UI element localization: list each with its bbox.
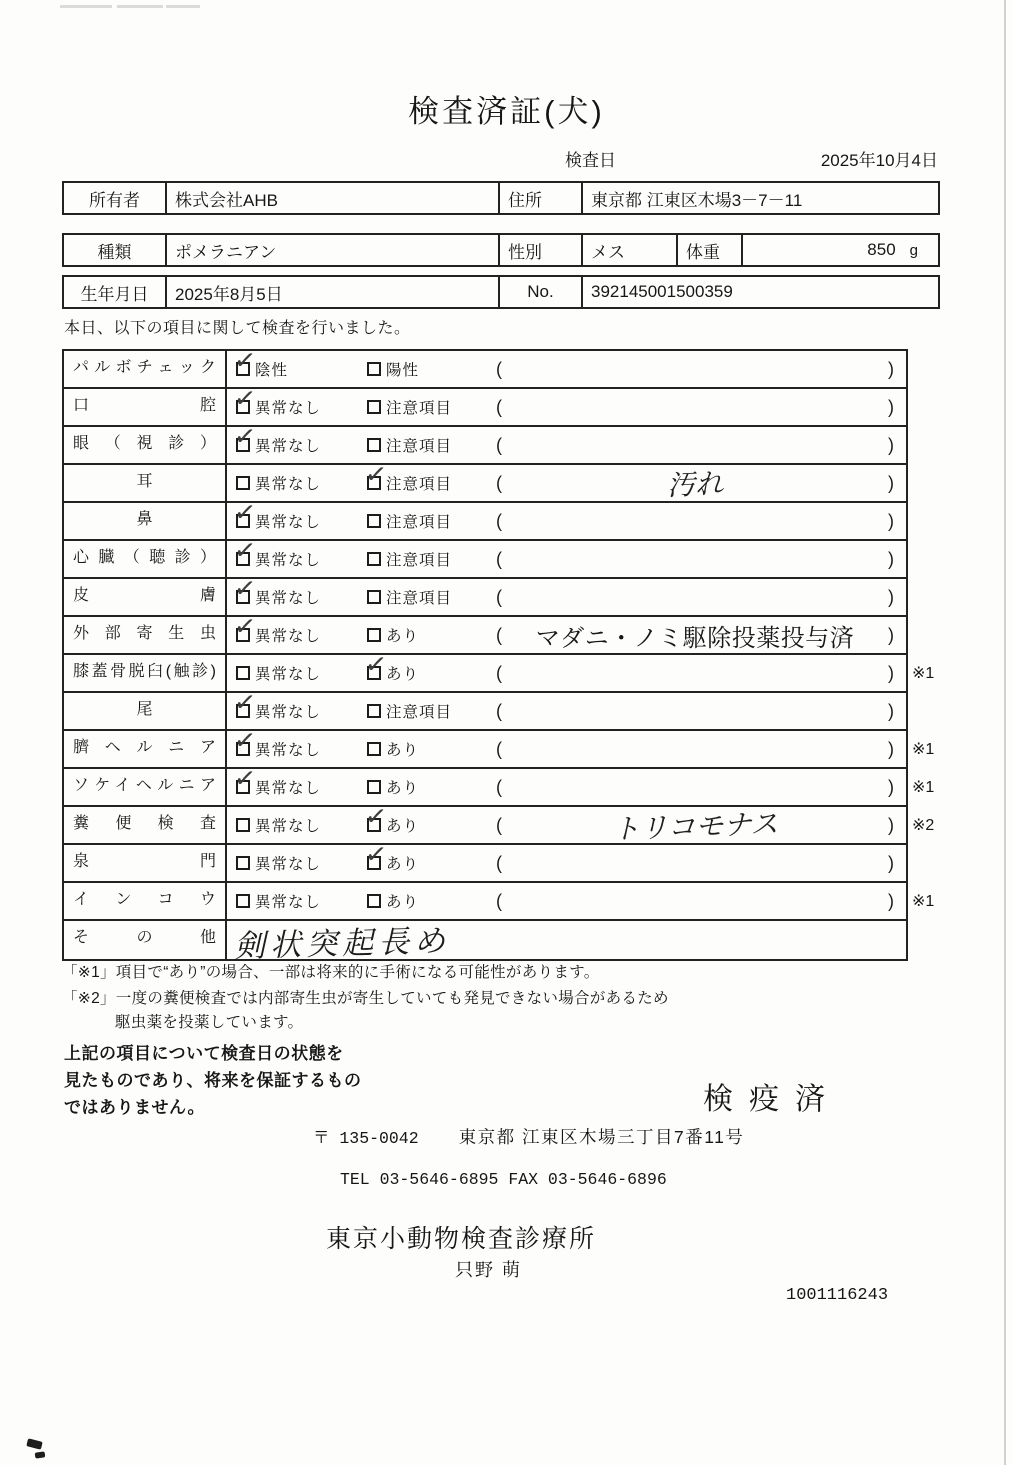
checkbox xyxy=(236,818,250,832)
weight-label: 体重 xyxy=(676,235,741,265)
paren-close: ) xyxy=(888,700,894,721)
veterinarian-name: 只野 萌 xyxy=(455,1260,523,1280)
check-mark-icon: ✓ xyxy=(232,686,258,720)
paren-close: ) xyxy=(888,776,894,797)
owner-address-value: 東京都 江東区木場3－7－11 xyxy=(581,183,938,213)
inspection-item-label: ソケイヘルニア xyxy=(64,769,227,805)
scan-artifact xyxy=(26,1438,42,1449)
checkbox-label: 注意項目 xyxy=(386,552,453,569)
inspection-date-value: 2025年10月4日 xyxy=(820,151,938,170)
inspection-row xyxy=(64,344,906,389)
paren-open: ( xyxy=(496,472,502,493)
paren-close: ) xyxy=(888,662,894,683)
scan-edge-line xyxy=(1004,0,1006,1465)
inspection-row-content xyxy=(227,648,906,691)
checkbox xyxy=(367,704,381,718)
footnote-mark: ※1 xyxy=(912,893,935,910)
paren-close: ) xyxy=(888,814,894,835)
clinic-postal-code: 〒 135-0042 xyxy=(313,1129,419,1148)
paren-close: ) xyxy=(888,510,894,531)
checkbox-option xyxy=(367,776,496,798)
checkbox xyxy=(236,894,250,908)
scan-artifact xyxy=(60,5,112,8)
check-mark-icon: ✓ xyxy=(232,610,258,644)
checkbox xyxy=(232,572,258,606)
pet-info-table-row1 xyxy=(62,233,940,267)
paren-open: ( xyxy=(496,852,502,873)
check-mark-icon: ✓ xyxy=(232,496,258,530)
inspection-row-content xyxy=(227,344,906,387)
checkbox xyxy=(232,724,258,758)
checkbox-label: 異常なし xyxy=(255,590,322,607)
checkbox xyxy=(367,742,381,756)
checkbox-label: 異常なし xyxy=(255,742,322,759)
inspection-date-row xyxy=(565,146,938,171)
checkbox xyxy=(367,400,381,414)
inspection-row xyxy=(64,458,906,503)
inspection-item-label: 泉門 xyxy=(64,845,227,881)
footnote-mark: ※1 xyxy=(912,779,935,796)
checkbox-label: あり xyxy=(386,742,420,759)
paren-open: ( xyxy=(496,738,502,759)
inspection-row-content xyxy=(227,458,906,502)
paren-open: ( xyxy=(496,776,502,797)
paren-open: ( xyxy=(496,510,502,531)
footnote-mark: ※2 xyxy=(912,817,935,834)
checkbox-option xyxy=(367,624,496,646)
checkbox-option xyxy=(363,648,496,684)
check-mark-icon: ✓ xyxy=(232,344,258,378)
checkbox xyxy=(367,362,381,376)
paren-open: ( xyxy=(496,434,502,455)
check-mark-icon: ✓ xyxy=(232,534,258,568)
scan-artifact xyxy=(35,1451,46,1458)
checkbox-option xyxy=(232,382,367,418)
checkbox-label: 異常なし xyxy=(255,628,322,645)
inspection-row-content xyxy=(227,800,906,846)
inspection-item-label: パルボチェック xyxy=(64,351,227,387)
inspection-row xyxy=(64,610,906,655)
paren-close: ) xyxy=(888,890,894,911)
disclaimer-line: ではありません。 xyxy=(64,1098,206,1117)
check-mark-icon: ✓ xyxy=(232,724,258,758)
checkbox-option xyxy=(236,472,367,494)
checkbox xyxy=(363,838,389,872)
paren-open: ( xyxy=(496,814,502,835)
checkbox-option xyxy=(367,738,496,760)
paren-open: ( xyxy=(496,548,502,569)
handwritten-note: 剣状突起長め xyxy=(233,922,451,965)
clinic-address-line xyxy=(313,1124,744,1149)
checkbox-label: 注意項目 xyxy=(386,704,453,721)
inspection-row xyxy=(64,572,906,617)
inspection-row-content xyxy=(227,572,906,615)
paren-close: ) xyxy=(888,586,894,607)
checkbox xyxy=(367,628,381,642)
paren-close: ) xyxy=(888,472,894,493)
quarantine-passed-stamp: 検疫済 xyxy=(703,1083,841,1116)
inspection-item-label: 鼻 xyxy=(64,503,227,539)
paren-close: ) xyxy=(888,738,894,759)
checkbox-label: 異常なし xyxy=(255,400,322,417)
inspection-row-content xyxy=(227,496,906,539)
disclaimer xyxy=(64,1040,362,1121)
checkbox xyxy=(232,534,258,568)
inspection-row-content xyxy=(227,883,906,919)
checkbox xyxy=(367,552,381,566)
checkbox-option xyxy=(232,724,367,760)
checkbox-label: 陽性 xyxy=(386,362,420,379)
checkbox-label: 注意項目 xyxy=(386,400,453,417)
inspection-date-label: 検査日 xyxy=(565,151,616,170)
checkbox xyxy=(232,686,258,720)
checkbox-label: 異常なし xyxy=(255,780,322,797)
footnote-2: 「※2」一度の糞便検査では内部寄生虫が寄生していても発見できない場合があるため xyxy=(62,990,669,1007)
checkbox-label: 異常なし xyxy=(255,552,322,569)
checkbox xyxy=(236,666,250,680)
sex-value: メス xyxy=(581,235,676,265)
inspection-row-content xyxy=(227,610,906,653)
footnote-1: 「※1」項目で“あり”の場合、一部は将来的に手術になる可能性があります。 xyxy=(62,964,600,981)
inspection-row-content xyxy=(227,686,906,729)
check-mark-icon: ✓ xyxy=(232,762,258,796)
checkbox-label: あり xyxy=(386,894,420,911)
checkbox-label: 異常なし xyxy=(255,514,322,531)
inspection-row-content xyxy=(227,382,906,425)
owner-value: 株式会社AHB xyxy=(165,183,498,213)
inspection-item-label: 尾 xyxy=(64,693,227,729)
paren-open: ( xyxy=(496,396,502,417)
inspection-item-label: 眼（視診） xyxy=(64,427,227,463)
paren-open: ( xyxy=(496,700,502,721)
checkbox xyxy=(236,856,250,870)
clinic-address: 東京都 江東区木場三丁目7番11号 xyxy=(458,1127,745,1147)
inspection-row xyxy=(64,382,906,427)
checkbox-option xyxy=(236,890,367,912)
checkbox-label: 異常なし xyxy=(255,704,322,721)
checkbox-option xyxy=(367,510,496,532)
checkbox-label: 異常なし xyxy=(255,818,322,835)
paren-close: ) xyxy=(888,624,894,645)
clinic-name: 東京小動物検査診療所 xyxy=(326,1225,597,1253)
checkbox xyxy=(367,894,381,908)
checkbox-option xyxy=(367,358,496,380)
inspection-item-label: 耳 xyxy=(64,465,227,501)
checkbox-option xyxy=(236,814,367,836)
checkbox-label: 異常なし xyxy=(255,666,322,683)
weight-cell xyxy=(741,235,938,265)
paren-open: ( xyxy=(496,358,502,379)
footnote-mark: ※1 xyxy=(912,665,935,682)
checkbox-option xyxy=(363,800,496,836)
checkbox xyxy=(232,762,258,796)
inspection-row xyxy=(64,883,935,921)
breed-label: 種類 xyxy=(97,242,132,262)
weight-value: 850 xyxy=(867,240,896,259)
checkbox-label: 注意項目 xyxy=(386,514,453,531)
checkbox xyxy=(232,344,258,378)
checkbox-label: あり xyxy=(386,856,420,873)
check-mark-icon: ✓ xyxy=(363,458,389,492)
paren-close: ) xyxy=(888,434,894,455)
paren-close: ) xyxy=(888,358,894,379)
inspection-item-label: その他 xyxy=(64,921,227,959)
paren-close: ) xyxy=(888,548,894,569)
birthdate-value: 2025年8月5日 xyxy=(165,277,498,307)
finding-note: マダニ・ノミ駆除投薬投与済 xyxy=(535,624,855,652)
check-mark-icon: ✓ xyxy=(232,572,258,606)
inspection-row xyxy=(64,534,906,579)
disclaimer-line: 上記の項目について検査日の状態を xyxy=(64,1044,344,1063)
inspection-item-label: 臍ヘルニア xyxy=(64,731,227,767)
clinic-tel-fax: TEL 03-5646-6895 FAX 03-5646-6896 xyxy=(340,1170,667,1189)
checkbox-label: あり xyxy=(386,780,420,797)
owner-table xyxy=(62,181,940,215)
footnote-2-continued: 駆虫薬を投薬しています。 xyxy=(115,1014,304,1031)
finding-note: 汚れ xyxy=(666,467,724,502)
checkbox-option xyxy=(367,700,496,722)
inspection-row-content xyxy=(227,420,906,463)
paren-open: ( xyxy=(496,624,502,645)
checkbox-option xyxy=(232,344,367,380)
checkbox xyxy=(367,590,381,604)
inspection-item-label: インコウ xyxy=(64,883,227,919)
paren-open: ( xyxy=(496,662,502,683)
inspection-row-content xyxy=(227,762,906,805)
inspection-row xyxy=(64,921,906,965)
checkbox-label: 注意項目 xyxy=(386,438,453,455)
paren-close: ) xyxy=(888,852,894,873)
checkbox xyxy=(367,438,381,452)
paren-close: ) xyxy=(888,396,894,417)
checkbox-option xyxy=(363,838,496,874)
inspection-row xyxy=(64,800,935,846)
checkbox-option xyxy=(232,572,367,608)
checkbox-option xyxy=(232,534,367,570)
check-mark-icon: ✓ xyxy=(363,648,389,682)
checkbox xyxy=(363,648,389,682)
breed-value: ポメラニアン xyxy=(165,235,498,265)
page-title: 検査済証(犬) xyxy=(408,94,605,129)
checkbox-option xyxy=(232,420,367,456)
checkbox-label: あり xyxy=(386,818,420,835)
checkbox-option xyxy=(232,762,367,798)
disclaimer-line: 見たものであり、将来を保証するもの xyxy=(64,1071,362,1090)
inspection-row-content xyxy=(227,724,906,767)
checkbox xyxy=(232,382,258,416)
inspection-row xyxy=(64,724,935,769)
footnote-mark: ※1 xyxy=(912,741,935,758)
checkbox-option xyxy=(367,434,496,456)
checkbox-label: 注意項目 xyxy=(386,590,453,607)
id-number-value: 392145001500359 xyxy=(581,277,938,307)
checkbox-option xyxy=(367,548,496,570)
check-mark-icon: ✓ xyxy=(232,382,258,416)
scan-artifact xyxy=(117,5,163,8)
checkbox-label: あり xyxy=(386,628,420,645)
check-mark-icon: ✓ xyxy=(232,420,258,454)
intro-text: 本日、以下の項目に関して検査を行いました。 xyxy=(64,320,411,337)
document-number: 1001116243 xyxy=(786,1286,889,1305)
checkbox-option xyxy=(367,396,496,418)
checkbox xyxy=(236,476,250,490)
owner-label: 所有者 xyxy=(89,190,140,210)
checkbox xyxy=(367,780,381,794)
check-mark-icon: ✓ xyxy=(363,838,389,872)
inspection-row xyxy=(64,648,935,693)
birthdate-label: 生年月日 xyxy=(80,284,149,304)
checkbox-label: 異常なし xyxy=(255,476,322,493)
paren-open: ( xyxy=(496,586,502,607)
inspection-row-content xyxy=(227,534,906,577)
finding-note: トリコモナス xyxy=(611,807,779,846)
checkbox-option xyxy=(236,852,367,874)
inspection-table xyxy=(62,344,935,965)
checkbox-option xyxy=(232,496,367,532)
checkbox-option xyxy=(367,890,496,912)
pet-info-table-row2 xyxy=(62,275,940,309)
owner-address-label: 住所 xyxy=(498,183,581,213)
checkbox-label: 異常なし xyxy=(255,894,322,911)
checkbox-option xyxy=(232,610,367,646)
inspection-row xyxy=(64,496,906,541)
inspection-row xyxy=(64,686,906,731)
id-number-label: No. xyxy=(498,277,581,307)
inspection-item-label: 皮膚 xyxy=(64,579,227,615)
checkbox-option xyxy=(363,458,496,494)
sex-label: 性別 xyxy=(498,235,581,265)
checkbox-option xyxy=(367,586,496,608)
checkbox xyxy=(232,496,258,530)
inspection-item-label: 糞便検査 xyxy=(64,807,227,843)
checkbox-label: 異常なし xyxy=(255,856,322,873)
inspection-row-content xyxy=(227,838,906,881)
checkbox xyxy=(363,458,389,492)
inspection-item-label: 膝蓋骨脱臼(触診) xyxy=(64,655,227,691)
paren-open: ( xyxy=(496,890,502,911)
scan-artifact xyxy=(166,5,200,8)
checkbox-option xyxy=(236,662,367,684)
checkbox-label: 異常なし xyxy=(255,438,322,455)
inspection-row-content xyxy=(227,921,906,965)
checkbox xyxy=(367,514,381,528)
checkbox xyxy=(232,420,258,454)
inspection-item-label: 心臓（聴診） xyxy=(64,541,227,577)
inspection-item-label: 口腔 xyxy=(64,389,227,425)
checkbox-option xyxy=(232,686,367,722)
weight-unit: g xyxy=(909,241,918,259)
checkbox xyxy=(363,800,389,834)
check-mark-icon: ✓ xyxy=(363,800,389,834)
inspection-item-label: 外部寄生虫 xyxy=(64,617,227,653)
checkbox-label: 陰性 xyxy=(255,362,289,379)
checkbox-label: 注意項目 xyxy=(386,476,453,493)
checkbox-label: あり xyxy=(386,666,420,683)
inspection-row xyxy=(64,838,906,883)
checkbox xyxy=(232,610,258,644)
